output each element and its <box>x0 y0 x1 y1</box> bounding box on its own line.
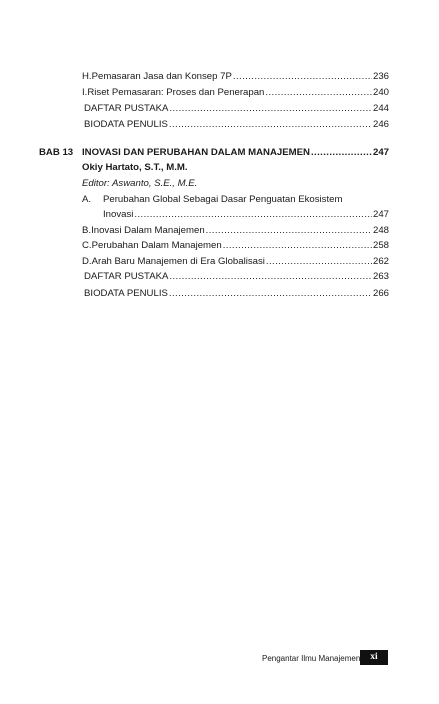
toc-entry-c[interactable] <box>82 239 389 252</box>
chapter-number: BAB 13 <box>39 147 74 158</box>
toc-entry-title: BIODATA PENULIS <box>84 119 168 130</box>
toc-entry-page: 246 <box>372 119 389 130</box>
chapter-title-entry[interactable] <box>82 146 389 159</box>
toc-entry-letter: I. <box>82 87 88 98</box>
leader-dots <box>134 208 372 221</box>
toc-entry-daftar-pustaka[interactable] <box>84 270 389 283</box>
toc-entry-title: DAFTAR PUSTAKA <box>84 271 169 282</box>
toc-entry-page: 247 <box>372 209 389 220</box>
toc-entry-title: Perubahan Dalam Manajemen <box>91 240 222 251</box>
leader-dots <box>169 118 372 131</box>
toc-entry-page: 244 <box>372 103 389 114</box>
toc-entry-biodata[interactable] <box>84 287 389 300</box>
leader-dots <box>311 146 372 159</box>
leader-dots <box>266 255 372 268</box>
chapter-page: 247 <box>372 147 389 158</box>
toc-entry-page: 236 <box>372 71 389 82</box>
leader-dots <box>169 270 372 283</box>
toc-entry-b[interactable] <box>82 224 389 237</box>
toc-entry-letter: C. <box>82 240 92 251</box>
toc-entry-letter: D. <box>82 256 92 267</box>
toc-entry-daftar-pustaka[interactable] <box>84 102 389 115</box>
page-folio: xi <box>360 650 388 665</box>
toc-entry-title: BIODATA PENULIS <box>84 288 168 299</box>
chapter-title: INOVASI DAN PERUBAHAN DALAM MANAJEMEN <box>82 147 310 158</box>
toc-entry-title: Riset Pemasaran: Proses dan Penerapan <box>87 87 265 98</box>
toc-entry-page: 266 <box>372 288 389 299</box>
toc-entry-letter: B. <box>82 225 92 236</box>
leader-dots <box>265 86 372 99</box>
toc-entry-page: 240 <box>372 87 389 98</box>
toc-entry-biodata[interactable] <box>84 118 389 131</box>
leader-dots <box>233 70 372 83</box>
leader-dots <box>206 224 372 237</box>
chapter-author: Okiy Hartato, S.T., M.M. <box>82 162 188 173</box>
toc-entry-a[interactable] <box>103 208 389 221</box>
toc-entry-d[interactable] <box>82 255 389 268</box>
toc-entry-title: DAFTAR PUSTAKA <box>84 103 169 114</box>
leader-dots <box>223 239 372 252</box>
toc-entry-letter: A. <box>82 194 92 205</box>
chapter-editor: Editor: Aswanto, S.E., M.E. <box>82 178 198 189</box>
leader-dots <box>169 102 372 115</box>
toc-entry-i[interactable] <box>82 86 389 99</box>
toc-entry-title: Inovasi Dalam Manajemen <box>91 225 205 236</box>
toc-entry-page: 262 <box>372 256 389 267</box>
toc-entry-h[interactable] <box>82 70 389 83</box>
toc-entry-page: 258 <box>372 240 389 251</box>
toc-entry-title: Pemasaran Jasa dan Konsep 7P <box>91 71 232 82</box>
leader-dots <box>169 287 372 300</box>
toc-entry-title-line1[interactable]: Perubahan Global Sebagai Dasar Penguatan Ekosistem <box>103 194 343 205</box>
toc-entry-page: 263 <box>372 271 389 282</box>
footer-book-title: Pengantar Ilmu Manajemen <box>262 654 361 663</box>
toc-entry-letter: H. <box>82 71 92 82</box>
toc-entry-page: 248 <box>372 225 389 236</box>
toc-entry-title-line2: Inovasi <box>103 209 134 220</box>
toc-entry-title: Arah Baru Manajemen di Era Globalisasi <box>91 256 265 267</box>
